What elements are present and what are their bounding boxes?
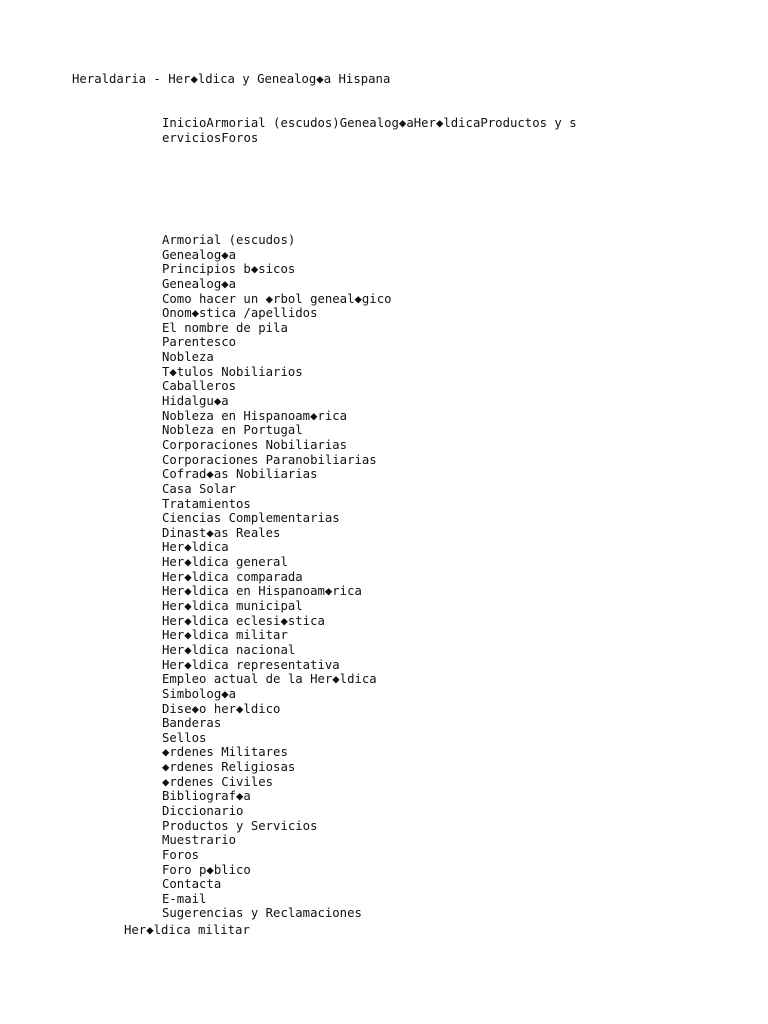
menu-item [162,716,392,731]
menu-link[interactable]: Foros [162,847,200,862]
menu-link[interactable]: Simbolog◆a [162,686,237,701]
page-heading: Her◆ldica militar [124,923,250,937]
menu-link[interactable]: Her◆ldica comparada [162,569,303,584]
menu-link[interactable]: Her◆ldica militar [162,628,288,643]
menu-link[interactable]: Sellos [162,730,207,745]
top-navigation [162,116,582,145]
menu-link[interactable]: ◆rdenes Militares [162,745,288,760]
menu-link[interactable]: Casa Solar [162,481,237,496]
menu-item [162,760,392,775]
menu-item [162,833,392,848]
menu-item [162,350,392,365]
nav-link-foros[interactable]: Foros [221,130,259,145]
menu-link[interactable]: Her◆ldica representativa [162,657,340,672]
menu-item [162,306,392,321]
menu-link[interactable]: Sugerencias y Reclamaciones [162,906,362,921]
menu-item [162,819,392,834]
menu-link[interactable]: Her◆ldica en Hispanoam◆rica [162,584,362,599]
menu-item [162,570,392,585]
menu-link[interactable]: Como hacer un ◆rbol geneal◆gico [162,291,392,306]
menu-link[interactable]: Dinast◆as Reales [162,525,281,540]
menu-item [162,877,392,892]
menu-item [162,262,392,277]
menu-link[interactable]: Caballeros [162,379,237,394]
menu-item [162,365,392,380]
menu-link[interactable]: Bibliograf◆a [162,789,251,804]
menu-link[interactable]: El nombre de pila [162,320,288,335]
menu-link[interactable]: Her◆ldica nacional [162,642,296,657]
nav-link-inicio[interactable]: Inicio [162,116,207,130]
menu-item [162,643,392,658]
menu-link[interactable]: Hidalgu◆a [162,394,229,409]
menu-item [162,672,392,687]
menu-link[interactable]: ◆rdenes Civiles [162,774,274,789]
menu-item [162,775,392,790]
menu-link[interactable]: Productos y Servicios [162,818,318,833]
menu-link[interactable]: Corporaciones Nobiliarias [162,437,348,452]
menu-item [162,438,392,453]
menu-item [162,599,392,614]
menu-item [162,628,392,643]
nav-link-armorial[interactable]: Armorial (escudos) [206,116,340,130]
menu-link[interactable]: Parentesco [162,335,237,350]
menu-item [162,467,392,482]
menu-item [162,379,392,394]
menu-link[interactable]: E-mail [162,891,207,906]
menu-link[interactable]: Cofrad◆as Nobiliarias [162,467,318,482]
menu-item [162,863,392,878]
nav-link-productos-servicios[interactable]: Productos y servicios [162,116,577,145]
menu-link[interactable]: Diccionario [162,803,244,818]
menu-item [162,687,392,702]
menu-item [162,453,392,468]
menu-link[interactable]: Tratamientos [162,496,251,511]
menu-link[interactable]: Her◆ldica municipal [162,599,303,614]
menu-item [162,702,392,717]
menu-link[interactable]: Her◆ldica [162,540,229,555]
menu-item [162,394,392,409]
menu-link[interactable]: Nobleza [162,350,214,365]
menu-item [162,614,392,629]
menu-link[interactable]: Armorial (escudos) [162,233,296,247]
menu-item [162,584,392,599]
menu-link[interactable]: Ciencias Complementarias [162,511,340,526]
menu-link[interactable]: Empleo actual de la Her◆ldica [162,672,377,687]
menu-item [162,526,392,541]
menu-link[interactable]: Principios b◆sicos [162,262,296,277]
menu-item [162,335,392,350]
menu-link[interactable]: Muestrario [162,833,237,848]
menu-link[interactable]: Nobleza en Portugal [162,423,303,438]
menu-item [162,906,392,921]
menu-item [162,555,392,570]
menu-item [162,540,392,555]
menu-item [162,745,392,760]
nav-link-heraldica[interactable]: Her◆ldica [413,116,481,130]
menu-item [162,497,392,512]
menu-item [162,321,392,336]
menu-item [162,848,392,863]
site-title: Heraldaria - Her◆ldica y Genealog◆a Hispana [72,72,391,86]
menu-link[interactable]: Genealog◆a [162,247,237,262]
menu-item [162,892,392,907]
menu-link[interactable]: Onom◆stica /apellidos [162,306,318,321]
menu-link[interactable]: Contacta [162,877,222,892]
menu-link[interactable]: Corporaciones Paranobiliarias [162,452,377,467]
menu-item [162,804,392,819]
menu-link[interactable]: Foro p◆blico [162,862,251,877]
menu-link[interactable]: Banderas [162,716,222,731]
menu-item [162,511,392,526]
nav-link-genealogia[interactable]: Genealog◆a [339,116,414,130]
menu-item [162,789,392,804]
menu-link[interactable]: Nobleza en Hispanoam◆rica [162,408,348,423]
menu-item [162,292,392,307]
menu-item [162,277,392,292]
menu-link[interactable]: T◆tulos Nobiliarios [162,364,303,379]
menu-link[interactable]: Her◆ldica general [162,555,288,570]
menu-item [162,233,392,248]
menu-link[interactable]: ◆rdenes Religiosas [162,760,296,775]
menu-link[interactable]: Genealog◆a [162,276,237,291]
menu-item [162,658,392,673]
menu-link[interactable]: Her◆ldica eclesi◆stica [162,613,325,628]
menu-item [162,423,392,438]
menu-item [162,409,392,424]
side-menu [162,233,392,921]
menu-item [162,482,392,497]
menu-item [162,248,392,263]
menu-item [162,731,392,746]
menu-link[interactable]: Dise◆o her◆ldico [162,701,281,716]
